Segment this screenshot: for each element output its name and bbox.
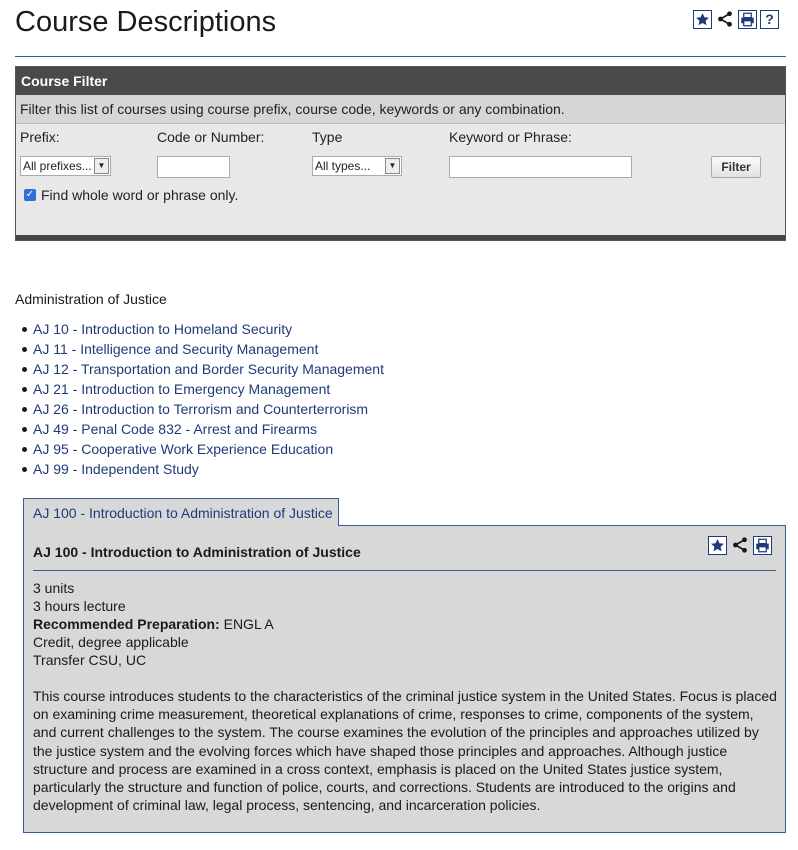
course-link[interactable]: AJ 11 - Intelligence and Security Management	[33, 341, 319, 357]
star-icon[interactable]	[708, 536, 727, 555]
course-hours: 3 hours lecture	[33, 598, 126, 614]
help-icon[interactable]: ?	[760, 10, 779, 29]
section-title: Administration of Justice	[15, 291, 167, 307]
code-label: Code or Number:	[157, 129, 265, 145]
course-units: 3 units	[33, 580, 75, 596]
list-item	[22, 459, 384, 479]
prefix-label: Prefix:	[20, 129, 60, 145]
bullet-icon	[22, 467, 27, 472]
filter-button[interactable]: Filter	[711, 156, 761, 178]
course-title: AJ 100 - Introduction to Administration of Justice	[33, 544, 361, 560]
course-link[interactable]: AJ 10 - Introduction to Homeland Security	[33, 321, 293, 337]
filter-header: Course Filter	[16, 67, 785, 95]
bullet-icon	[22, 447, 27, 452]
bullet-icon	[22, 347, 27, 352]
share-icon[interactable]	[715, 9, 735, 29]
list-item	[22, 399, 384, 419]
course-link[interactable]: AJ 12 - Transportation and Border Security Management	[33, 361, 384, 377]
print-icon[interactable]	[738, 10, 757, 29]
course-transfer: Transfer CSU, UC	[33, 652, 147, 668]
course-prep	[33, 615, 274, 633]
filter-footer-bar	[16, 235, 785, 240]
title-divider	[15, 56, 786, 57]
list-item	[22, 319, 384, 339]
course-toolbar	[708, 535, 772, 555]
whole-word-label: Find whole word or phrase only.	[41, 187, 239, 203]
type-select[interactable]	[312, 156, 402, 176]
type-label: Type	[312, 129, 343, 145]
course-link[interactable]: AJ 99 - Independent Study	[33, 461, 199, 477]
course-tab[interactable]: AJ 100 - Introduction to Administration of Justice	[23, 498, 339, 526]
print-icon[interactable]	[753, 536, 772, 555]
whole-word-checkbox[interactable]: ✓	[25, 189, 35, 200]
course-meta	[33, 579, 274, 669]
course-detail-panel	[23, 525, 786, 833]
bullet-icon	[22, 367, 27, 372]
star-icon[interactable]	[693, 10, 712, 29]
course-link[interactable]: AJ 49 - Penal Code 832 - Arrest and Firearms	[33, 421, 318, 437]
page-toolbar	[693, 9, 779, 29]
course-filter-panel	[15, 66, 786, 241]
prefix-select-value: All prefixes...	[23, 159, 92, 173]
bullet-icon	[22, 327, 27, 332]
course-description: This course introduces students to the characteristics of the criminal justice system in the United States. Focus is placed on examining crime measurement, theoretical explanations of crime, responses to crime, components of the system, and current challenges to the system. The course examines the evolution of the principles and approaches utilized by the justice system and the evolving forces which have shaped those principles and approaches. Although justice structure and process are examined in a cross context, emphasis is placed on the United States justice system, particularly the structure and function of police, courts, and corrections. Students are introduced to the origins and development of criminal law, legal process, sentencing, and incarceration policies.	[33, 688, 777, 814]
keyword-label: Keyword or Phrase:	[449, 129, 572, 145]
keyword-input[interactable]	[449, 156, 632, 178]
list-item	[22, 419, 384, 439]
course-list	[22, 319, 384, 479]
course-divider	[33, 570, 776, 571]
prefix-select[interactable]	[20, 156, 111, 176]
prep-label: Recommended Preparation:	[33, 616, 220, 632]
list-item	[22, 339, 384, 359]
chevron-down-icon: ▼	[385, 158, 400, 174]
bullet-icon	[22, 427, 27, 432]
bullet-icon	[22, 407, 27, 412]
course-link[interactable]: AJ 21 - Introduction to Emergency Management	[33, 381, 331, 397]
list-item	[22, 359, 384, 379]
course-credit: Credit, degree applicable	[33, 634, 189, 650]
chevron-down-icon: ▼	[94, 158, 109, 174]
whole-word-option[interactable]	[24, 187, 238, 203]
list-item	[22, 439, 384, 459]
list-item	[22, 379, 384, 399]
filter-instructions: Filter this list of courses using course prefix, course code, keywords or any combination.	[16, 95, 785, 124]
prep-value: ENGL A	[223, 616, 274, 632]
code-input[interactable]	[157, 156, 230, 178]
course-link[interactable]: AJ 26 - Introduction to Terrorism and Counterterrorism	[33, 401, 369, 417]
type-select-value: All types...	[315, 159, 371, 173]
course-link[interactable]: AJ 95 - Cooperative Work Experience Education	[33, 441, 334, 457]
page-title: Course Descriptions	[15, 6, 277, 38]
share-icon[interactable]	[730, 535, 750, 555]
bullet-icon	[22, 387, 27, 392]
